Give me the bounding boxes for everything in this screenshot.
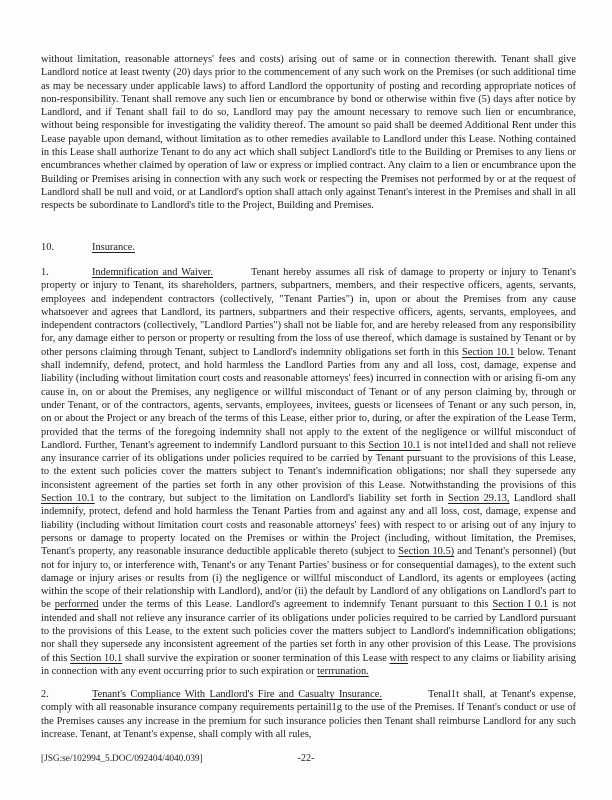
text-run: 1.: [41, 267, 49, 278]
text-run: respect to any claims or liability arising in connection with any event occurring prior to such expiration or: [41, 652, 576, 677]
text-run: Section 10.1: [368, 439, 421, 451]
text-run: below. Tenant shall indemnify, defend, protect, and hold harmless the Landlord Parties from any and all loss, cost, damage, expense and liability (including without limitation court costs and reasonable attorneys' fees) incurred in connection with or arising fi-om any cause in, on or about the Premises, any negligence or willful misconduct of Tenant or of any person claiming by, through or under Tenant, or of the contractors, agents, servants, employees, invitees, guests or licensees of Tenant or any such person, in, on or about the Project or any breach of the terms of this Lease, either prior to, during, or after the expiration of the Lease Term, provided that the terms of the foregoing indemnity shall not apply to the extent of the negligence or willful misconduct of Landlord. Further, Tenant's agreement to indemnify Landlord pursuant to this: [41, 346, 577, 451]
text-run: Tenant's Compliance With Landlord's Fire and Casualty Insurance.: [92, 689, 382, 700]
text-run: 10.: [41, 242, 54, 253]
text-run: Tenal1t shall, at Tenant's expense, comply with all reasonable insurance company requirements pertainil1g to the use of the Premises. If Tenant's conduct or use of the Premises causes any increase in the premium for such insurance policies then Tenant shall reimburse Landlord for any such increase. Tenant, at Tenant's expense, shall comply with all rules,: [41, 689, 576, 740]
text-run: Insurance.: [92, 242, 135, 253]
text-run: Landlord shall indemnify, protect, defend and hold harmless the Tenant Parties from and against any and all loss, cost, damage, expense and liability (including without limitation court costs and reasonable attorneys' fees) with respect to or arising out of any injury to persons or damage to property located on the Premises or within the Project (including, without limitation, the Premises, Tenant's property, any reasonable insurance deductible applicable thereto (subject to: [41, 493, 576, 558]
text-run: Section I 0.1: [492, 599, 548, 611]
section-10-heading: [41, 241, 576, 254]
text-run: Tenant hereby assumes all risk of damage to property or injury to Tenant's property or injury to Tenant, its shareholders, partners, subpartners, members, and their respective officers, agents, servants, employees and independent contractors (collectively, "Tenant Parties") in, upon or about the Premises from any cause whatsoever and agrees that Landlord, its partners, subpartners and their respective officers, agents, servants, employees, and independent contractors (collectively, "Landlord Parties") shall not be liable for, and are hereby released from any responsibility for, any damage either to person or property or resulting from the loss of use thereof, which damage is sustained by Tenant or by other persons claiming through Tenant, subject to Landlord's indemnity obligations set forth in this: [41, 267, 576, 358]
text-run: perforrned: [54, 599, 99, 611]
paragraph-liens-continuation: [41, 53, 576, 213]
text-run: to the contrary, but subject to the limitation on Landlord's liability set forth in: [94, 493, 449, 505]
text-run: under the terms of this Lease. Landlord's agreement to indemnify Tenant pursuant to this: [98, 599, 493, 611]
text-run: Section 10.5): [398, 546, 455, 558]
text-run: without limitation, reasonable attorneys' fees and costs) arising out of same or in connection therewith. Tenant shall give Landlord notice at least twenty (20) days prior to the commencement of any such work on the Premises (or such additional time as may be necessary under applicable laws) to afford Landlord the opportunity of posting and recording appropriate notices of non-responsibility. Tenant shall remove any such lien or encumbrance by bond or otherwise within five (5) days after notice by Landlord, and if Tenant shall fail to do so, Landlord may pay the amount necessary to remove such lien or encumbrance, without being responsible for investigating the validity thereof. The amount so paid shall be deemed Additional Rent under this Lease payable upon demand, without limitation as to other remedies available to Landlord under this Lease. Nothing contained in this Lease shall authorize Tenant to do any act which shall subject Landlord's title to the Building or Premises to any liens or encumbrances whether claimed by operation of law or express or implied contract. Any claim to a lien or encumbrance upon the Building or Premises arising in connection with any such work or respecting the Premises not performed by or at the request of Landlord shall be null and void, or at Landlord's option shall attach only against Tenant's interest in the Premises and shall in all respects be subordinate to Landlord's title to the Project, Building and Premises.: [41, 54, 576, 212]
text-run: terrrunation.: [317, 665, 369, 677]
text-run: Section 10.1: [41, 493, 95, 505]
text-run: Section 10.1: [70, 652, 123, 664]
text-run: is not intel1ded and shall not relieve any insurance carrier of its obligations under policies required to be carried by Tenant pursuant to the provisions of this Lease, to the extent such policies cover the matters subject to Tenant's indemnification obligations; nor shall they supersede any inconsistent agreement of the parties set forth in any other provision of this Lease. Notwithstanding the provisions of this: [41, 439, 577, 491]
text-run: is not intended and shall not relieve any insurance carrier of its obligations under policies required to be carried by Landlord pursuant to the provisions of this Lease, to the extent such policies cover the matters subject to Landlord's indemnification obligations; nor shall they supersede any inconsistent agreement of the parties set forth in any other provision of this Lease. The provisions of this: [41, 599, 576, 664]
text-run: with: [389, 652, 408, 664]
text-run: Section 29.13,: [448, 493, 510, 505]
footer-page-number: -22-: [297, 753, 315, 764]
text-run: Indemnification and Waiver.: [92, 267, 213, 278]
text-run: and Tenant's personnel) (but not for injury to, or interference with, Tenant's or any Tenant Parties' business or for consequential damages), to the extent such damage or injury arises or results from (i) the negligence or willful misconduct of Landlord, its agents or employees (acting within the scope of their relationship with Landlord), and/or (ii) the default by Landlord of any obligations on Landlord's part to be: [41, 546, 576, 611]
section-10-1-indemnification-paragraph: [41, 266, 576, 678]
text-run: Section 10.1: [461, 346, 515, 358]
text-run: 2.: [41, 689, 49, 700]
text-run: shall survive the expiration or sooner termination of this Lease: [122, 652, 390, 664]
footer-document-id: [JSG:se/102994_5.DOC/092404/4040.039]: [41, 754, 203, 764]
section-10-2-compliance-paragraph: [41, 688, 576, 741]
